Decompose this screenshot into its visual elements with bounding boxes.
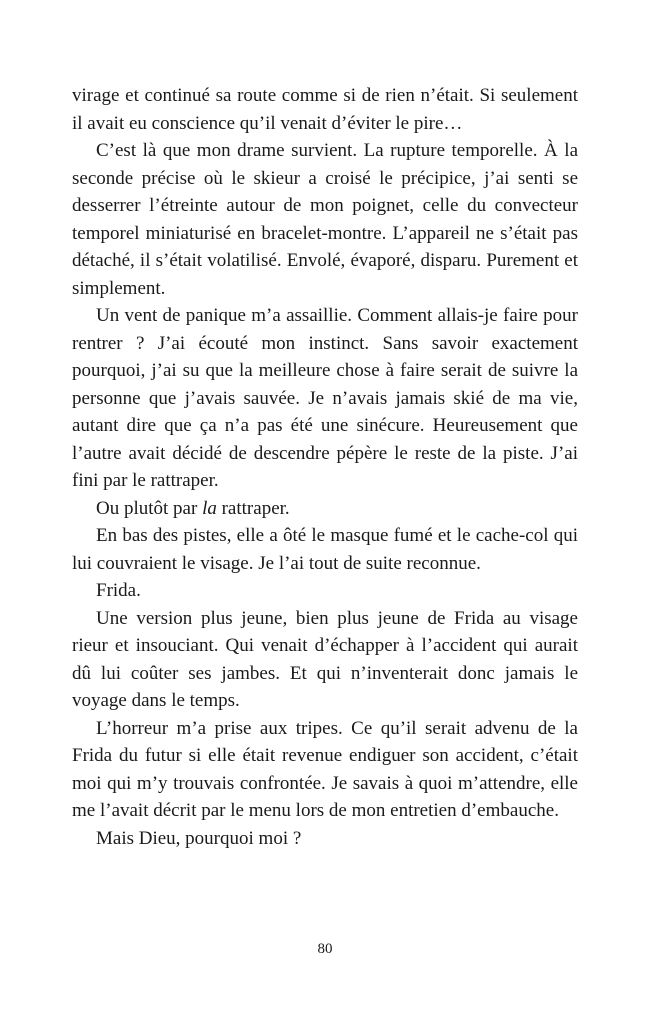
paragraph-text: rattraper. xyxy=(216,497,290,519)
emphasis-text: la xyxy=(202,497,217,519)
paragraph xyxy=(72,577,578,605)
paragraph-text: virage et continué sa route comme si de rien n’était. Si seulement il avait eu conscience qu’il venait d’éviter le pire… xyxy=(72,85,578,134)
paragraph-text: Une version plus jeune, bien plus jeune de Frida au visage rieur et insouciant. Qui venait d’échapper à l’accident qui aurait dû lui coûter ses jambes. Et qui n’inventerait donc jamais le voyage dans le temps. xyxy=(72,607,578,711)
paragraph-text: Un vent de panique m’a assaillie. Comment allais-je faire pour rentrer ? J’ai écouté mon instinct. Sans savoir exactement pourquoi, j’ai su que la meilleure chose à faire serait de suivre la personne que j’avais sauvée. Je n’avais jamais skié de ma vie, autant dire que ça n’a pas été une sinécure. Heureusement que l’autre avait décidé de descendre pépère le reste de la piste. J’ai fini par le rattraper. xyxy=(72,305,578,491)
paragraph xyxy=(72,495,578,523)
page-body xyxy=(72,82,578,852)
paragraph xyxy=(72,522,578,577)
paragraph-text: Frida. xyxy=(96,580,141,601)
paragraph xyxy=(72,825,578,853)
paragraph xyxy=(72,137,578,302)
paragraph-text: En bas des pistes, elle a ôté le masque fumé et le cache-col qui lui couvraient le visage. Je l’ai tout de suite reconnue. xyxy=(72,525,578,574)
paragraph xyxy=(72,715,578,825)
paragraph-text: Ou plutôt par xyxy=(96,497,203,519)
paragraph xyxy=(72,605,578,715)
page-number: 80 xyxy=(317,941,333,957)
paragraph-text: Mais Dieu, pourquoi moi ? xyxy=(96,827,302,849)
paragraph-text: L’horreur m’a prise aux tripes. Ce qu’il serait advenu de la Frida du futur si elle était revenue endiguer son accident, c’était moi qui m’y trouvais confrontée. Je savais à quoi m’attendre, elle me l’avait décrit par le menu lors de mon entretien d’embauche. xyxy=(72,717,578,821)
paragraph xyxy=(72,82,578,137)
paragraph-text: C’est là que mon drame survient. La rupture temporelle. À la seconde précise où le skieur a croisé le précipice, j’ai senti se desserrer l’étreinte autour de mon poignet, celle du convecteur temporel miniaturisé en bracelet-montre. L’appareil ne s’était pas détaché, il s’était volatilisé. Envolé, évaporé, disparu. Purement et simplement. xyxy=(72,140,578,299)
paragraph xyxy=(72,302,578,495)
